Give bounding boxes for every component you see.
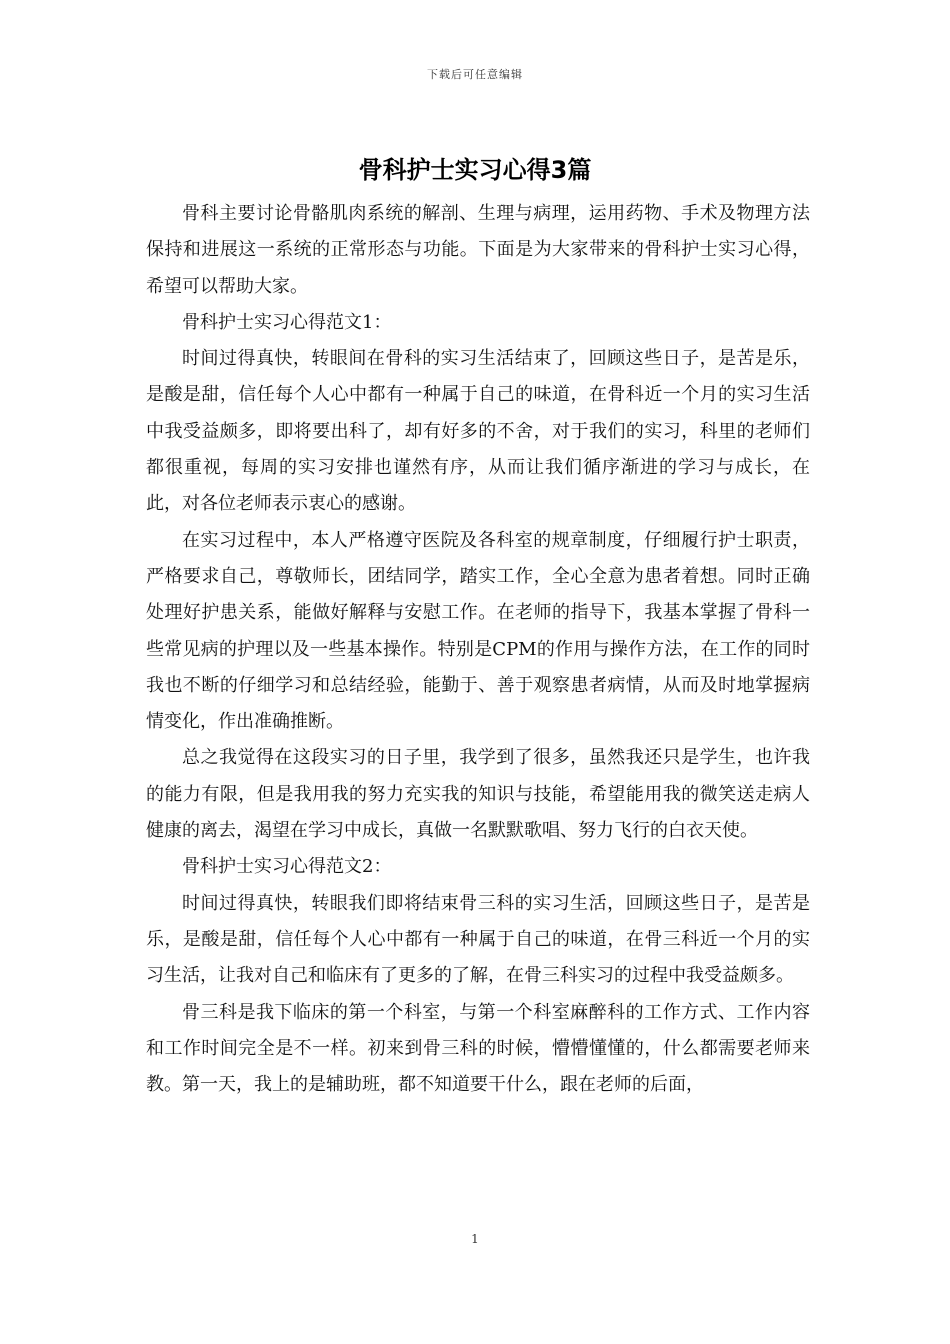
- paragraph: 时间过得真快，转眼我们即将结束骨三科的实习生活，回顾这些日子，是苦是乐，是酸是甜，信任每个人心中都有一种属于自己的味道，在骨三科近一个月的实习生活，让我对自己和临床有了更多的了解，在骨三科实习的过程中我受益颇多。: [146, 892, 810, 987]
- section-heading-2: 骨科护士实习心得范文2：: [182, 856, 392, 878]
- header-note: 下载后可任意编辑: [427, 68, 523, 81]
- paragraph: 骨三科是我下临床的第一个科室，与第一个科室麻醉科的工作方式、工作内容和工作时间完全是不一样。初来到骨三科的时候，懵懵懂懂的，什么都需要老师来教。第一天，我上的是辅助班，都不知道要干什么，跟在老师的后面，: [146, 1001, 810, 1096]
- document-title: 骨科护士实习心得3篇: [358, 156, 592, 184]
- paragraph: 总之我觉得在这段实习的日子里，我学到了很多，虽然我还只是学生，也许我的能力有限，但是我用我的努力充实我的知识与技能，希望能用我的微笑送走病人健康的离去，渴望在学习中成长，真做一名默默歌唱、努力飞行的白衣天使。: [146, 747, 810, 842]
- section-heading-1: 骨科护士实习心得范文1：: [182, 311, 392, 333]
- page-number: 1: [471, 1232, 479, 1246]
- paragraph-intro: 骨科主要讨论骨骼肌肉系统的解剖、生理与病理，运用药物、手术及物理方法保持和进展这一系统的正常形态与功能。下面是为大家带来的骨科护士实习心得，希望可以帮助大家。: [146, 203, 810, 297]
- paragraph: 在实习过程中，本人严格遵守医院及各科室的规章制度，仔细履行护士职责，严格要求自己，尊敬师长，团结同学，踏实工作，全心全意为患者着想。同时正确处理好护患关系，能做好解释与安慰工作。在老师的指导下，我基本掌握了骨科一些常见病的护理以及一些基本操作。特别是CPM的作用与操作方法，在工作的同时我也不断的仔细学习和总结经验，能勤于、善于观察患者病情，从而及时地掌握病情变化，作出准确推断。: [146, 529, 810, 733]
- paragraph: 时间过得真快，转眼间在骨科的实习生活结束了，回顾这些日子，是苦是乐，是酸是甜，信任每个人心中都有一种属于自己的味道，在骨科近一个月的实习生活中我受益颇多，即将要出科了，却有好多的不舍，对于我们的实习，科里的老师们都很重视，每周的实习安排也谨然有序，从而让我们循序渐进的学习与成长，在此，对各位老师表示衷心的感谢。: [146, 348, 810, 515]
- document-body: [146, 196, 810, 1103]
